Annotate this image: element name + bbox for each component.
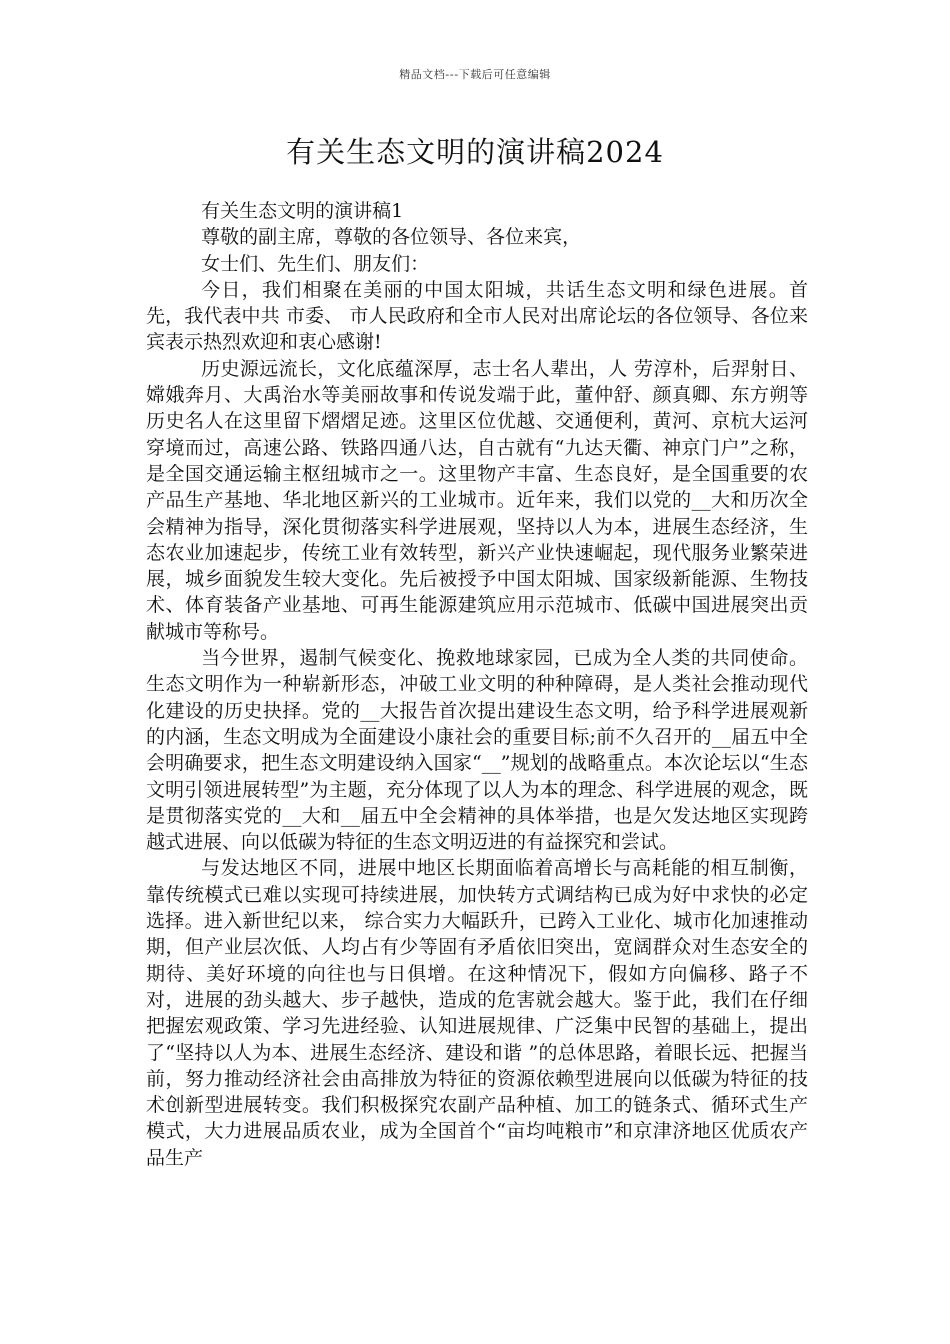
body-paragraph: 与发达地区不同，进展中地区长期面临着高增长与高耗能的相互制衡，靠传统模式已难以实现可持续进展，加快转方式调结构已成为好中求快的必定选择。进入新世纪以来， 综合实力大幅跃升，已跨入工业化、城市化加速推动期，但产业层次低、人均占有少等固有矛盾依旧突出，宽阔群众对生态安全的期待、美好环境的向往也与日俱增。在这种情况下，假如方向偏移、路子不对，进展的劲头越大、步子越快，造成的危害就会越大。鉴于此，我们在仔细把握宏观政策、学习先进经验、认知进展规律、广泛集中民智的基础上，提出了“坚持以人为本、进展生态经济、建设和谐 ”的总体思路，着眼长远、把握当前，努力推动经济社会由高排放为特征的资源依赖型进展向以低碳为特征的技术创新型进展转变。我们积极探究农副产品种植、加工的链条式、循环式生产模式，大力进展品质农业，成为全国首个“亩均吨粮市”和京津济地区优质农产品生产 xyxy=(146,857,808,1169)
salutation-line-2: 女士们、先生们、朋友们： xyxy=(201,252,430,275)
body-paragraph: 今日，我们相聚在美丽的中国太阳城，共话生态文明和绿色进展。首先，我代表中共 市委、 市人民政府和全市人民对出席论坛的各位领导、各位来宾表示热烈欢迎和衷心感谢! xyxy=(146,278,808,354)
salutation-line-1: 尊敬的副主席，尊敬的各位领导、各位来宾， xyxy=(201,226,582,249)
document-body xyxy=(146,198,808,1171)
document-subtitle: 有关生态文明的演讲稿1 xyxy=(201,200,404,222)
body-paragraph: 历史源远流长，文化底蕴深厚，志士名人辈出，人 劳淳朴，后羿射日、嫦娥奔月、大禹治水等美丽故事和传说发端于此，董仲舒、颜真卿、东方朔等历史名人在这里留下熠熠足迹。这里区位优越、交通便利，黄河、京杭大运河穿境而过，高速公路、铁路四通八达，自古就有“九达天衢、神京门户”之称，是全国交通运输主枢纽城市之一。这里物产丰富、生态良好，是全国重要的农产品生产基地、华北地区新兴的工业城市。近年来，我们以党的__大和历次全会精神为指导，深化贯彻落实科学进展观，坚持以人为本，进展生态经济，生态农业加速起步，传统工业有效转型，新兴产业快速崛起，现代服务业繁荣进展，城乡面貌发生较大变化。先后被授予中国太阳城、国家级新能源、生物技术、体育装备产业基地、可再生能源建筑应用示范城市、低碳中国进展突出贡献城市等称号。 xyxy=(146,357,808,643)
document-title: 有关生态文明的演讲稿2024 xyxy=(286,135,664,169)
header-note: 精品文档---下载后可任意编辑 xyxy=(399,68,551,81)
body-paragraph: 当今世界，遏制气候变化、挽救地球家园，已成为全人类的共同使命。生态文明作为一种崭新形态，冲破工业文明的种种障碍，是人类社会推动现代化建设的历史抉择。党的__大报告首次提出建设生态文明，给予科学进展观新的内涵，生态文明成为全面建设小康社会的重要目标;前不久召开的__届五中全会明确要求，把生态文明建设纳入国家“__”规划的战略重点。本次论坛以“生态文明引领进展转型”为主题，充分体现了以人为本的理念、科学进展的观念，既是贯彻落实党的__大和__届五中全会精神的具体举措，也是欠发达地区实现跨越式进展、向以低碳为特征的生态文明迈进的有益探究和尝试。 xyxy=(146,647,808,854)
